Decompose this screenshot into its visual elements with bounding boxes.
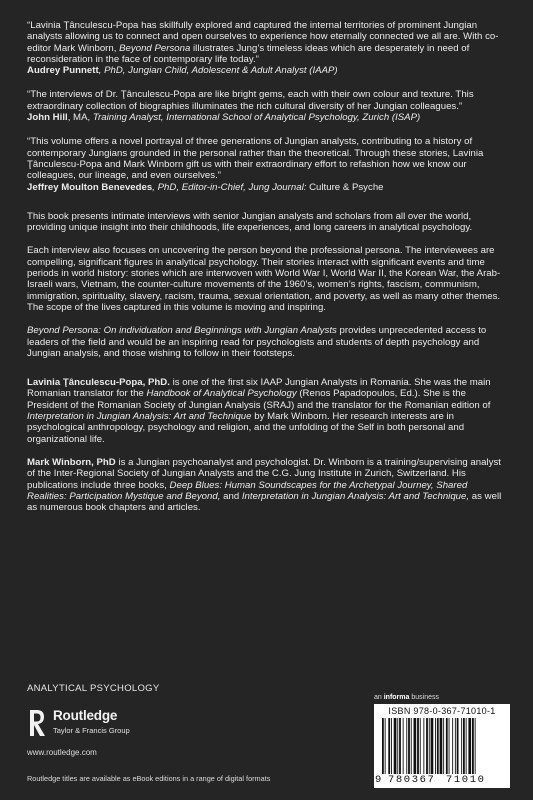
endorser-name: John Hill <box>27 112 68 124</box>
back-cover-text <box>27 20 509 525</box>
routledge-r-icon <box>27 708 47 738</box>
subject-category: ANALYTICAL PSYCHOLOGY <box>27 683 160 694</box>
endorsement-hill: “The interviews of Dr. Ţânculescu-Popa are like bright gems, each with their own colour and texture. This extraordinary collection of biographies illuminates the rich cultural diversity of her Jungian colleagues.” John Hill, MA, Training Analyst, International School of Analytical Psychology, Zurich (ISAP) <box>27 89 474 124</box>
isbn-label: ISBN 978-0-367-71010-1 <box>388 706 496 716</box>
informa-tagline: an informa business <box>374 694 439 701</box>
barcode-digits: 9 780367 71010 <box>375 774 486 786</box>
endorsement-benevedes: “This volume offers a novel portrayal of three generations of Jungian analysts, contributing to a history of contemporary Jungians grounded in the personal rather than the theoretical. Through these stories, Lavinia Ţânculescu-Popa and Mark Winborn gift us with their extraordinary effort to refashion how we know our colleagues, our lineage, and even ourselves.” Jeffrey Moulton Benevedes, PhD, Editor-in-Chief, Jung Journal: Culture & Psyche <box>27 136 484 193</box>
description-paragraph: Beyond Persona: On individuation and Beginnings with Jungian Analysts provides unprecedented access to leaders of the field and would be an inspiring read for psychologists and students of depth psychology and Jungian analysis, and those wishing to follow in their footsteps. <box>27 325 487 359</box>
isbn-barcode <box>374 704 510 788</box>
publisher-group: Taylor & Francis Group <box>53 726 130 735</box>
endorsement-punnett: “Lavinia Ţânculescu-Popa has skillfully explored and captured the internal territories of prominent Jungian analysts allowing us to connect and open ourselves to experience how eternally connected we all are. With co-editor Mark Winborn, Beyond Persona illustrates Jung’s timeless ideas which are desperately in need of reconsideration in the face of contemporary life today.” Audrey Punnett, PhD, Jungian Child, Adolescent & Adult Analyst (IAAP) <box>27 20 499 77</box>
publisher-url: www.routledge.com <box>27 748 97 757</box>
bio-lavinia: Lavinia Ţânculescu-Popa, PhD. is one of the first six IAAP Jungian Analysts in Romania. She was the main Romanian translator for the Handbook of Analytical Psychology (Renos Papadopoulos, Ed.). She is the President of the Romanian Society of Jungian Analysis (SRAJ) and the translator for the Romanian edition of Interpretation in Jungian Analysis: Art and Technique by Mark Winborn. Her research interests are in psychological anthropology, psychology and religion, and the unfolding of the Self in both personal and organizational life. <box>27 377 491 445</box>
publisher-logo <box>27 705 177 745</box>
bio-mark: Mark Winborn, PhD is a Jungian psychoanalyst and psychologist. Dr. Winborn is a training/supervising analyst of the Inter-Regional Society of Jungian Analysts and the C.G. Jung Institute in Zurich, Switzerland. His publications include three books, Deep Blues: Human Soundscapes for the Archetypal Journey, Shared Realities: Participation Mystique and Beyond, and Interpretation in Jungian Analysis: Art and Technique, as well as numerous book chapters and articles. <box>27 456 502 514</box>
publisher-name: Routledge <box>53 708 118 723</box>
description-paragraph: This book presents intimate interviews with senior Jungian analysts and scholars from all over the world, providing unique insight into their childhoods, life experiences, and long careers in analytical psychology. <box>27 210 473 234</box>
ebook-note: Routledge titles are available as eBook editions in a range of digital formats <box>27 774 271 783</box>
barcode-bars <box>382 718 504 774</box>
description-paragraph: Each interview also focuses on uncovering the person beyond the professional persona. The interviewees are compelling, significant figures in analytical psychology. Their stories interact with significant events and time periods in world history: stories which are interwoven with World War I, World War II, the Korean War, the Arab-Israeli wars, Vietnam, the counter-culture movements of the 1960’s, women’s rights, fascism, communism, immigration, spirituality, slavery, racism, trauma, sexual orientation, and poverty, as well as many other themes. The scope of the lives captured in this volume is moving and inspiring. <box>27 245 501 313</box>
endorser-name: Jeffrey Moulton Benevedes <box>27 181 153 193</box>
endorser-name: Audrey Punnett <box>27 65 99 77</box>
